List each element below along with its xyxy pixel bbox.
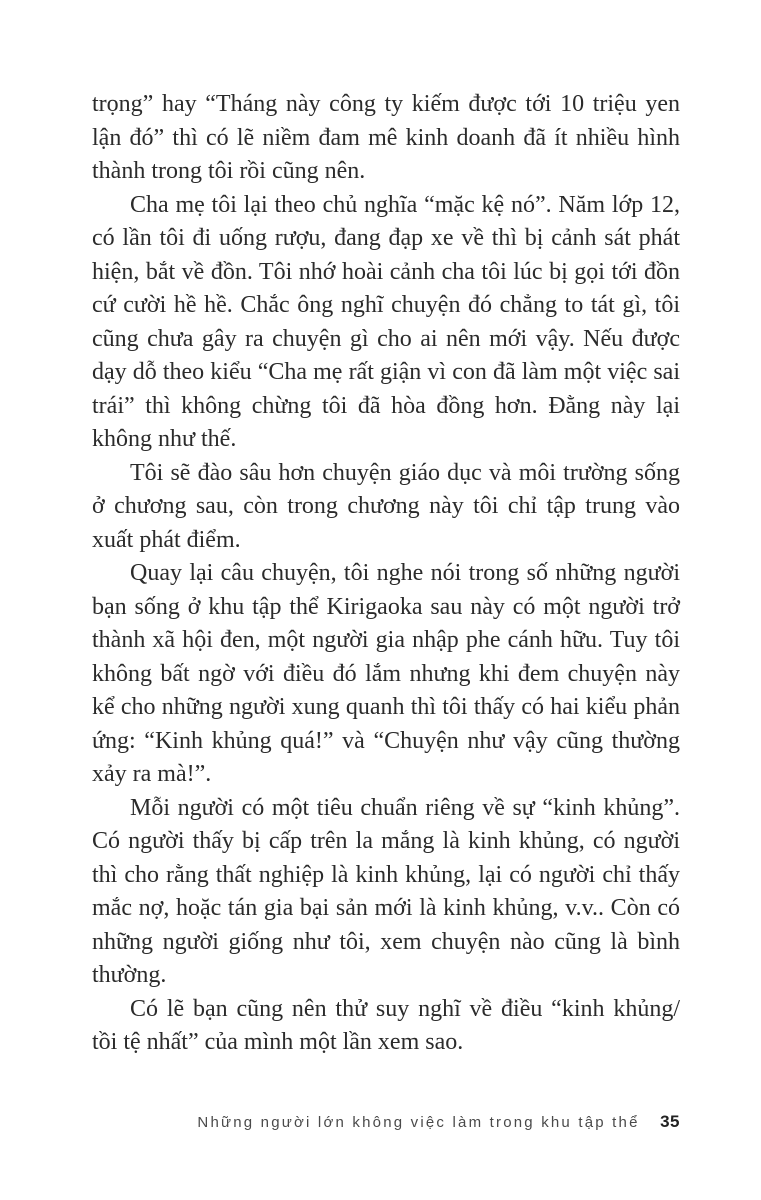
paragraph: Tôi sẽ đào sâu hơn chuyện giáo dục và môi trường sống ở chương sau, còn trong chương này tôi chỉ tập trung vào xuất phát điểm. <box>92 459 680 553</box>
paragraph: trọng” hay “Tháng này công ty kiếm được tới 10 triệu yen lận đó” thì có lẽ niềm đam mê kinh doanh đã ít nhiều hình thành trong tôi rồi cũng nên. <box>92 91 680 184</box>
paragraph: Mỗi người có một tiêu chuẩn riêng về sự “kinh khủng”. Có người thấy bị cấp trên la mắng là kinh khủng, có người thì cho rằng thất nghiệp là kinh khủng, lại có người chỉ thấy mắc nợ, hoặc tán gia bại sản mới là kinh khủng, v.v.. Còn có những người giống như tôi, xem chuyện nào cũng là bình thường. <box>92 794 680 988</box>
paragraph: Quay lại câu chuyện, tôi nghe nói trong số những người bạn sống ở khu tập thể Kirigaoka sau này có một người trở thành xã hội đen, một người gia nhập phe cánh hữu. Tuy tôi không bất ngờ với điều đó lắm nhưng khi đem chuyện này kể cho những người xung quanh thì tôi thấy có hai kiểu phản ứng: “Kinh khủng quá!” và “Chuyện như vậy cũng thường xảy ra mà!”. <box>92 560 680 787</box>
running-title: Những người lớn không việc làm trong khu tập thể <box>197 1114 640 1131</box>
paragraph: Cha mẹ tôi lại theo chủ nghĩa “mặc kệ nó”. Năm lớp 12, có lần tôi đi uống rượu, đang đạp xe về thì bị cảnh sát phát hiện, bắt về đồn. Tôi nhớ hoài cảnh cha tôi lúc bị gọi tới đồn cứ cười hề hề. Chắc ông nghĩ chuyện đó chẳng to tát gì, tôi cũng chưa gây ra chuyện gì cho ai nên mới vậy. Nếu được dạy dỗ theo kiểu “Cha mẹ rất giận vì con đã làm một việc sai trái” thì không chừng tôi đã hòa đồng hơn. Đằng này lại không như thế. <box>92 191 680 452</box>
page-footer <box>92 1112 680 1132</box>
paragraph: Có lẽ bạn cũng nên thử suy nghĩ về điều “kinh khủng/ tồi tệ nhất” của mình một lần xem sao. <box>92 995 680 1055</box>
page-number: 35 <box>660 1112 680 1131</box>
page-body-text <box>92 88 680 1060</box>
